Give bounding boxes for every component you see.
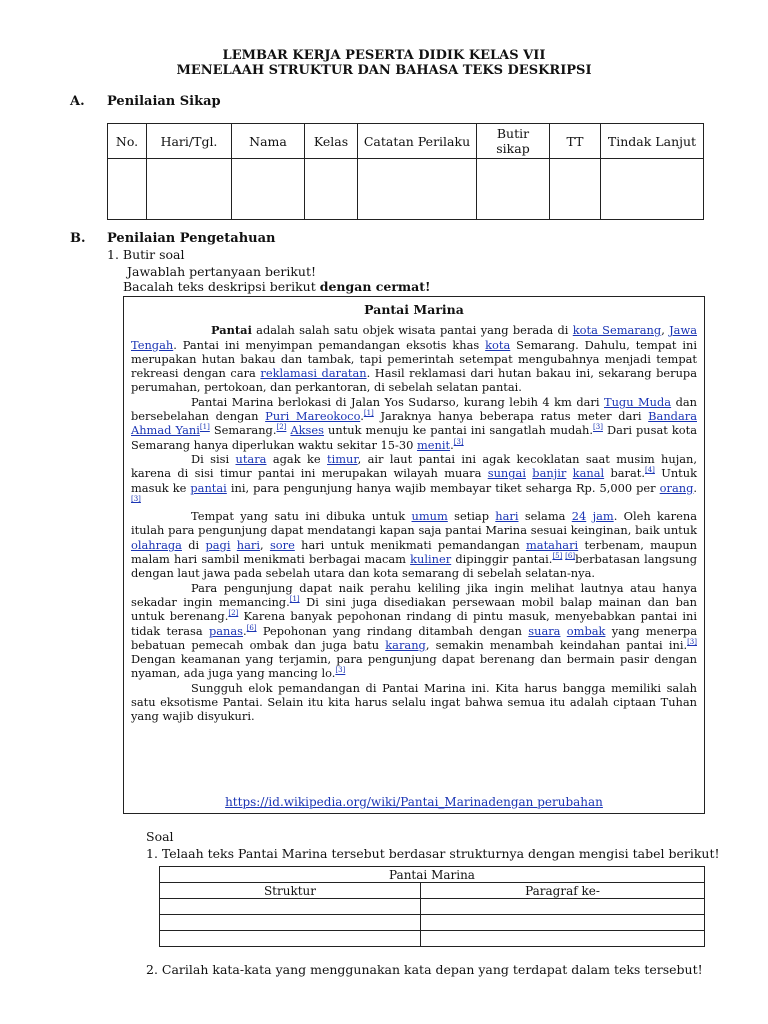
source-link[interactable]: https://id.wikipedia.org/wiki/Pantai_Marina [225, 794, 489, 809]
col-butir: Butir sikap [477, 124, 550, 159]
table-cell[interactable] [160, 899, 421, 915]
table-cell[interactable] [550, 159, 601, 220]
article-source [124, 795, 704, 809]
worksheet-title: LEMBAR KERJA PESERTA DIDIK KELAS VII [222, 48, 546, 63]
sikap-empty-row [108, 159, 704, 220]
section-a-marker: A. [70, 94, 85, 109]
struktur-table-title: Pantai Marina [160, 867, 705, 883]
butir-soal: 1. Butir soal [107, 247, 185, 262]
table-cell[interactable] [147, 159, 232, 220]
table-cell[interactable] [160, 915, 421, 931]
col-tindak: Tindak Lanjut [601, 124, 704, 159]
article-paragraph: Pantai Marina berlokasi di Jalan Yos Sudarso, kurang lebih 4 km dari Tugu Muda dan bersebelahan dengan Puri Mareokoco.[1] Jaraknya hanya beberapa ratus meter dari Bandara Ahmad Yani[1] Semarang.[2] Akses untuk menuju ke pantai ini sangatlah mudah.[3] Dari pusat kota Semarang hanya diperlukan waktu sekitar 15-30 menit.[3] [131, 394, 698, 452]
col-catatan: Catatan Perilaku [358, 124, 477, 159]
table-cell[interactable] [601, 159, 704, 220]
table-cell[interactable] [108, 159, 147, 220]
instruction-2-emphasis: dengan cermat! [319, 279, 431, 294]
article-paragraph: Para pengunjung dapat naik perahu keliling jika ingin melihat lautnya atau hanya sekadar ingin memancing.[1] Di sini juga disediakan persewaan mobil balap mainan dan ban untuk berenang.[2] Karena banyak pepohonan rindang di pintu masuk, menyebabkan pantai ini tidak terasa panas.[6] Pepohonan yang rindang ditambah dengan suara ombak yang menerpa bebatuan pemecah ombak dan juga batu karang, semakin menambah keindahan pantai ini.[3] Dengan keamanan yang terjamin, para pengunjung dapat berenang dan bermain pasir dengan nyaman, ada juga yang mancing lo.[3] [131, 580, 698, 681]
col-tt: TT [550, 124, 601, 159]
struktur-table [159, 866, 705, 947]
table-cell[interactable] [477, 159, 550, 220]
article-title: Pantai Marina [364, 302, 464, 317]
article-box [123, 296, 705, 814]
article-paragraph: Di sisi utara agak ke timur, air laut pantai ini agak kecoklatan saat musim hujan, karena di sisi timur pantai ini merupakan wilayah muara sungai banjir kanal barat.[4] Untuk masuk ke pantai ini, para pengunjung hanya wajib membayar tiket seharga Rp. 5,000 per orang.[3] [131, 451, 698, 504]
question-2: 2. Carilah kata-kata yang menggunakan kata depan yang terdapat dalam teks tersebut! [146, 962, 703, 977]
sikap-header-row [108, 124, 704, 159]
worksheet-subtitle: MENELAAH STRUKTUR DAN BAHASA TEKS DESKRIPSI [176, 63, 592, 78]
sikap-table [107, 123, 704, 220]
table-row [160, 931, 705, 947]
col-kelas: Kelas [305, 124, 358, 159]
section-a-title: Penilaian Sikap [107, 94, 221, 109]
table-cell[interactable] [421, 899, 705, 915]
table-cell[interactable] [421, 915, 705, 931]
table-cell[interactable] [358, 159, 477, 220]
section-b-title: Penilaian Pengetahuan [107, 231, 276, 246]
table-row [160, 915, 705, 931]
col-nama: Nama [232, 124, 305, 159]
col-paragraf: Paragraf ke- [421, 883, 705, 899]
source-suffix: dengan perubahan [488, 794, 603, 809]
instruction-2-text: Bacalah teks deskripsi berikut [123, 279, 320, 294]
soal-label: Soal [146, 829, 174, 844]
question-1: 1. Telaah teks Pantai Marina tersebut berdasar strukturnya dengan mengisi tabel berikut! [146, 846, 720, 861]
table-cell[interactable] [232, 159, 305, 220]
article-paragraph: Pantai adalah salah satu objek wisata pantai yang berada di kota Semarang, Jawa Tengah. Pantai ini menyimpan pemandangan eksotis khas kota Semarang. Dahulu, tempat ini merupakan hutan bakau dan tambak, tapi pemerintah setempat mengubahnya menjadi tempat rekreasi dengan cara reklamasi daratan. Hasil reklamasi dari hutan bakau ini, sekarang berupa perumahan, pertokoan, dan perkantoran, di sebelah selatan pantai. [131, 323, 698, 395]
table-cell[interactable] [305, 159, 358, 220]
instruction-2 [123, 279, 431, 294]
col-hari: Hari/Tgl. [147, 124, 232, 159]
table-row [160, 899, 705, 915]
section-b-marker: B. [70, 231, 86, 246]
article-paragraph: Sungguh elok pemandangan di Pantai Marina ini. Kita harus bangga memiliki salah satu eksotisme Pantai. Selain itu kita harus selalu ingat bahwa semua itu adalah ciptaan Tuhan yang wajib disyukuri. [131, 680, 697, 724]
table-cell[interactable] [421, 931, 705, 947]
table-row [160, 883, 705, 899]
col-no: No. [108, 124, 147, 159]
col-struktur: Struktur [160, 883, 421, 899]
instruction-1: Jawablah pertanyaan berikut! [127, 264, 317, 279]
table-cell[interactable] [160, 931, 421, 947]
table-row [160, 867, 705, 883]
article-paragraph: Tempat yang satu ini dibuka untuk umum setiap hari selama 24 jam. Oleh karena itulah para pengunjung dapat mendatangi kapan saja pantai Marina sesuai keinginan, baik untuk olahraga di pagi hari, sore hari untuk menikmati pemandangan matahari terbenam, maupun malam hari sambil menikmati berbagai macam kuliner dipinggir pantai.[5] [6]berbatasan langsung dengan laut jawa pada sebelah utara dan kota semarang di sebelah selatan-nya. [131, 509, 697, 581]
